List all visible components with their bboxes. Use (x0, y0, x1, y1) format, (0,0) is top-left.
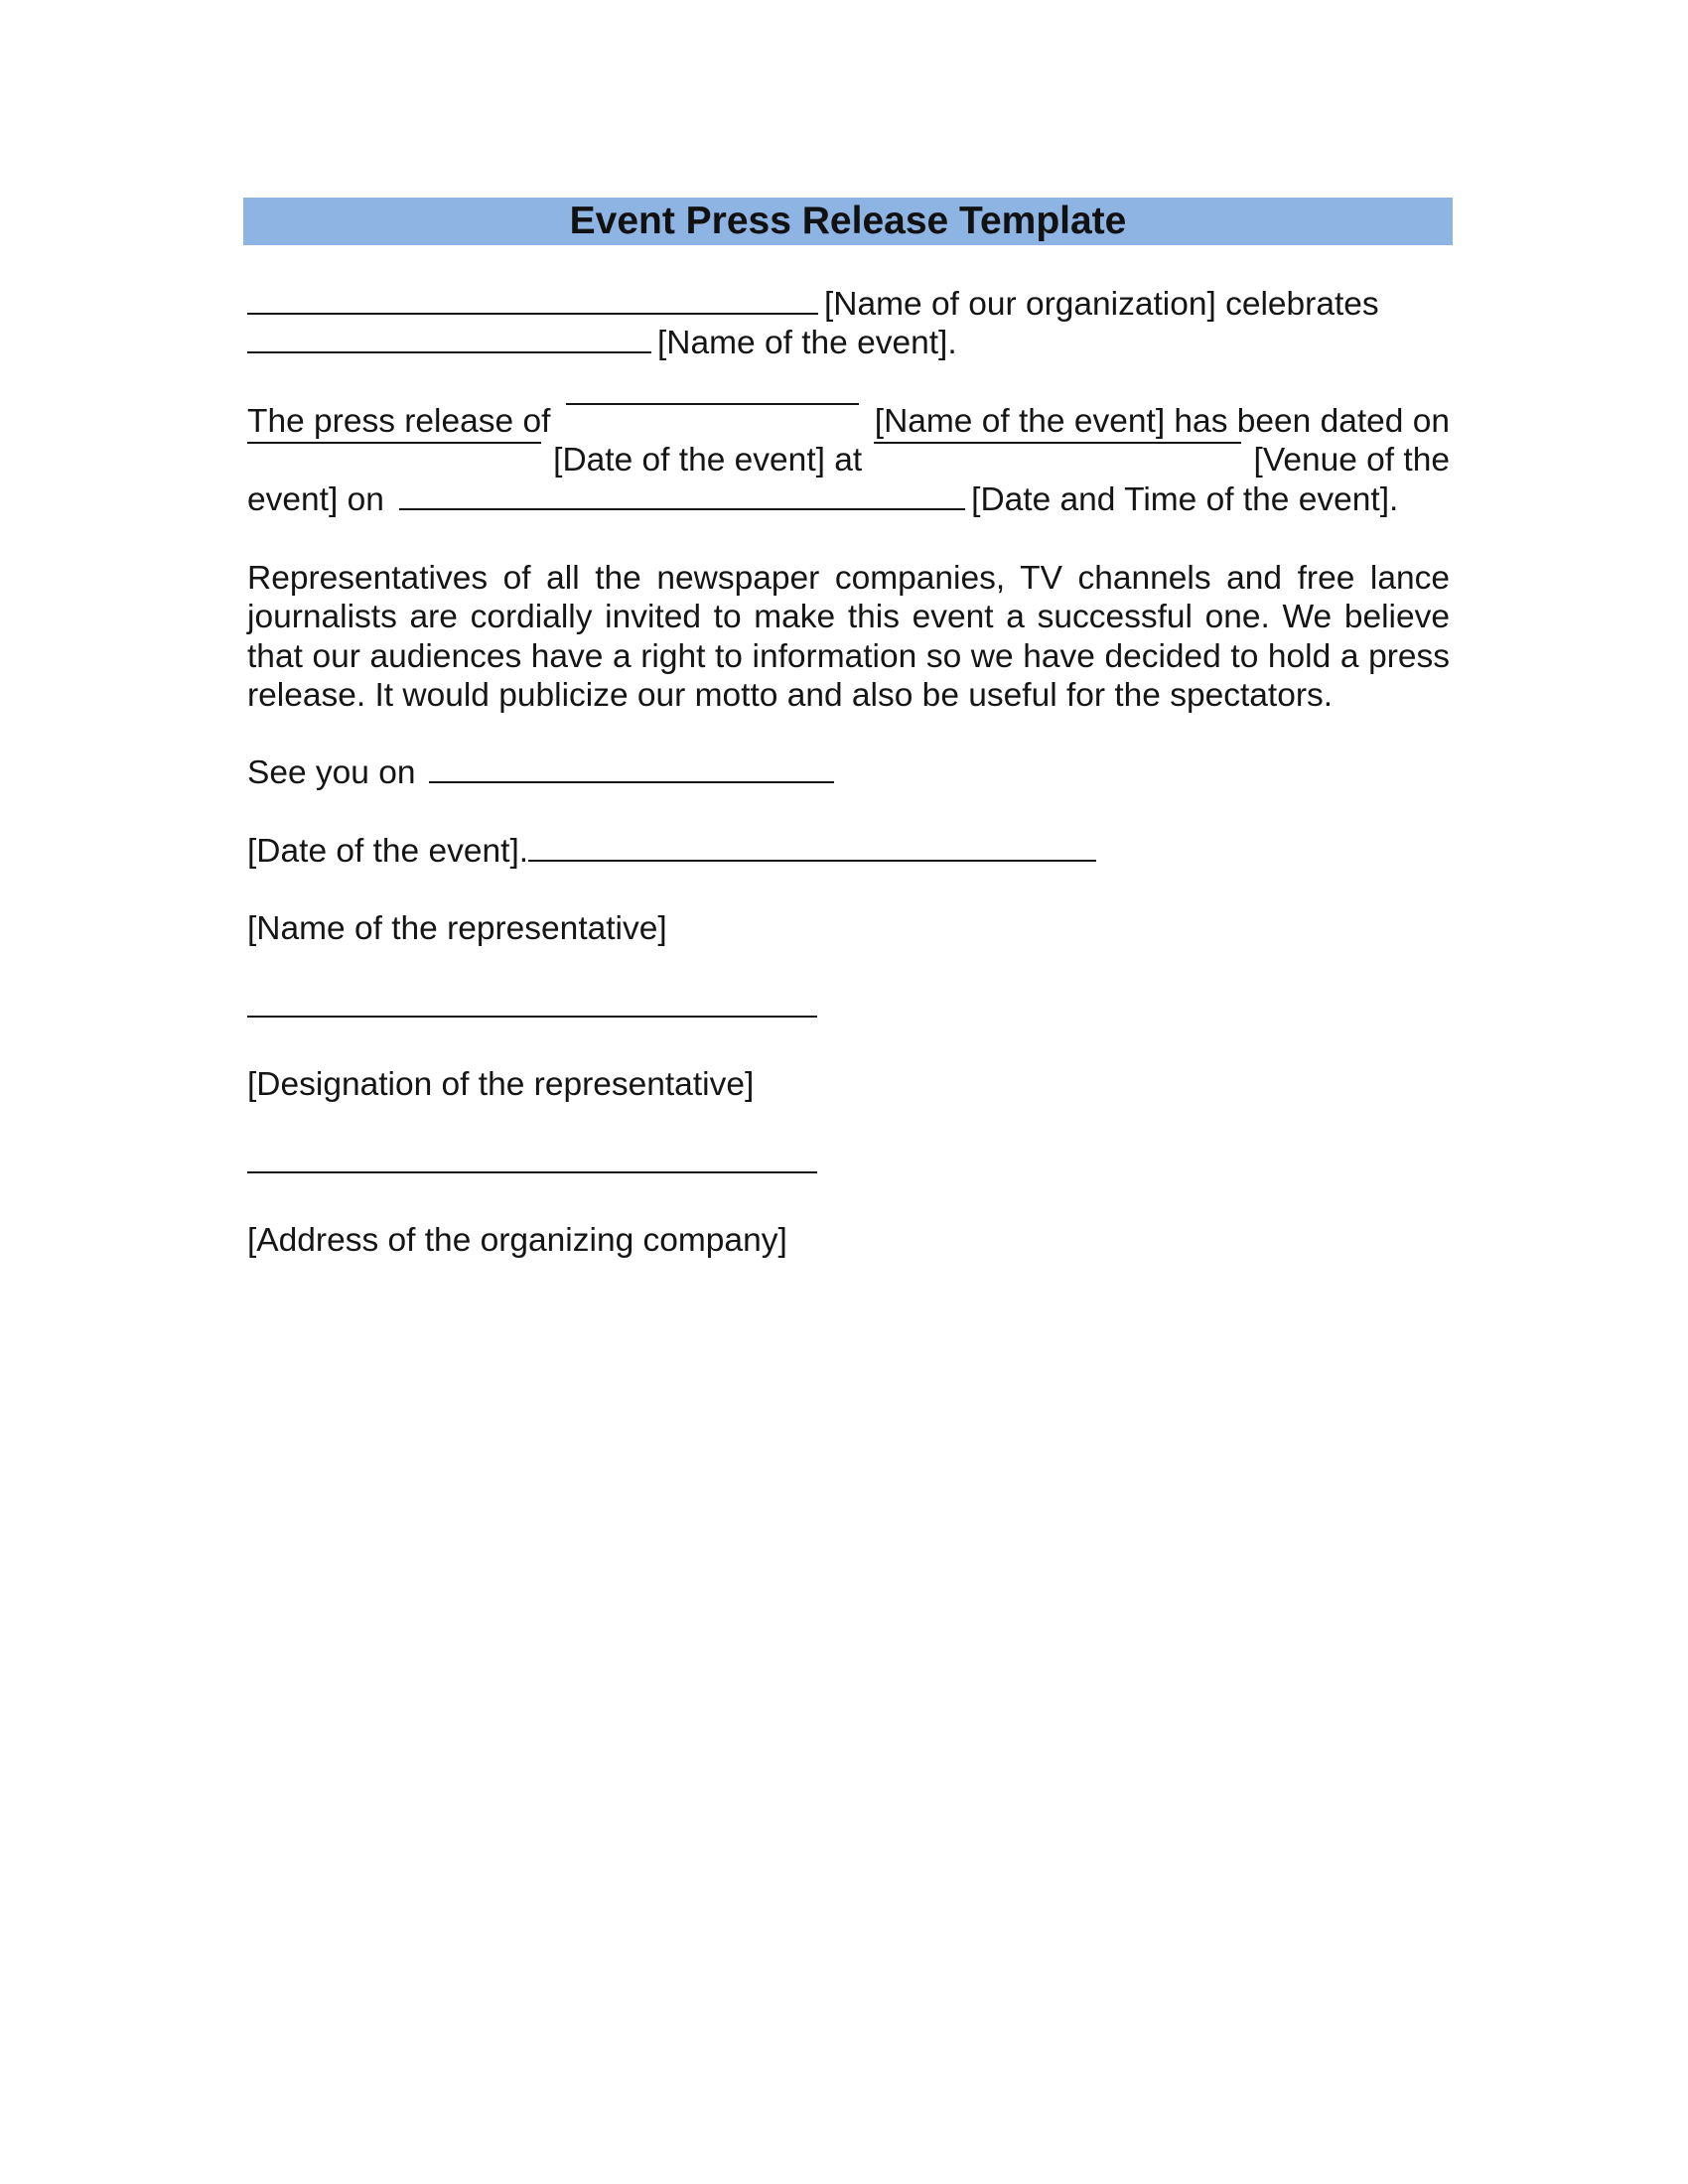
title-banner (243, 198, 1453, 245)
venue-label-cont: event] on (247, 481, 384, 518)
press-event-blank[interactable] (566, 402, 859, 405)
venue-label: [Venue of the (1253, 442, 1450, 478)
representative-name-blank[interactable] (247, 1016, 817, 1018)
venue-blank[interactable] (874, 441, 1241, 444)
para2-line2 (247, 441, 1450, 479)
press-release-lead: The press release of (247, 403, 551, 440)
datetime-blank[interactable] (399, 507, 965, 510)
para2-line1 (247, 402, 1450, 441)
designation-blank[interactable] (247, 1171, 817, 1173)
event-date-blank[interactable] (247, 441, 541, 444)
invitation-paragraph: Representatives of all the newspaper companies, TV channels and free lance journalists are cordially invited to make this event a successful one. We believe that our audiences have a right to information so we have decided to hold a press release. It would publicize our motto and also be useful for the spectators. (247, 560, 1450, 714)
address-label: [Address of the organizing company] (247, 1222, 787, 1259)
para2-line3 (247, 480, 1398, 519)
address-line (247, 1221, 787, 1260)
date-of-event-label: [Date of the event]. (247, 833, 529, 870)
event-name-label: [Name of the event]. (657, 325, 957, 361)
event-date-label: [Date of the event] at (553, 442, 863, 478)
representative-name-line (247, 909, 667, 948)
representative-name-label: [Name of the representative] (247, 910, 667, 947)
date-of-event-line (247, 832, 1102, 871)
para3-container (247, 559, 1450, 715)
para1-line1 (247, 285, 1379, 324)
organization-label: [Name of our organization] celebrates (824, 286, 1379, 323)
event-name-blank[interactable] (247, 350, 651, 353)
press-event-label: [Name of the event] has been dated on (874, 403, 1450, 440)
datetime-label: [Date and Time of the event]. (971, 481, 1399, 518)
see-you-label: See you on (247, 754, 416, 791)
designation-line (247, 1065, 754, 1104)
date-of-event-blank[interactable] (528, 859, 1096, 862)
see-you-blank[interactable] (429, 780, 834, 783)
see-you-line (247, 753, 840, 792)
document-title: Event Press Release Template (569, 200, 1127, 242)
para1-line2 (247, 324, 957, 362)
organization-blank[interactable] (247, 312, 818, 315)
designation-label: [Designation of the representative] (247, 1066, 755, 1103)
